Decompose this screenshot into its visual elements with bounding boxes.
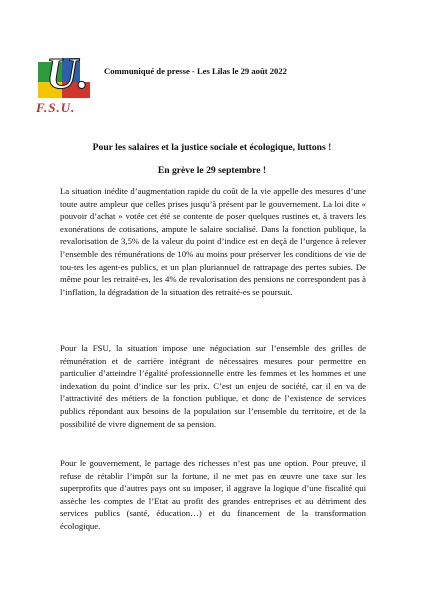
main-title: Pour les salaires et la justice sociale et écologique, luttons ! [92,142,332,153]
fsu-logo [34,49,92,122]
logo-text: F.S.U. [36,100,76,115]
strike-title: En grève le 29 septembre ! [157,165,267,176]
paragraph-3: Pour le gouvernement, le partage des richesses n’est pas une option. Pour preuve, il refuse de rétablir l’impôt sur la fortune, il ne met pas en œuvre une taxe sur les superprofits que d’autres pays ont su imposer, il aggrave la logique d’une fiscalité qui assèche les comptes de l’Etat au profit des grandes entreprises et au détriment des services publics (santé, éducation…) et du financement de la transformation écologique. [60,458,366,531]
press-release-header: Communiqué de presse - Les Lilas le 29 août 2022 [104,66,287,76]
paragraph-2: Pour la FSU, la situation impose une négociation sur l’ensemble des grilles de rémunération et de carrière intégrant de nécessaires mesures pour permettre en particulier d’atteindre l’égalité professionnelle entre les femmes et les hommes et une indexation du point d’indice sur les prix. C’est un enjeu de société, car il en va de l’attractivité des métiers de la fonction publique, et donc de l’existence de services publics répondant aux besoins de la population sur l’ensemble du territoire, et de la possibilité de vivre dignement de sa pension. [60,343,366,429]
logo-letter: U. [46,49,89,98]
paragraph-1: La situation inédite d’augmentation rapide du coût de la vie appelle des mesures d’une toute autre ampleur que celles prises jusqu’à présent par le gouvernement. La loi dite « pouvoir d’achat » votée cet été se contente de poser quelques rustines et, à travers les exonérations de cotisations, ampute le salaire socialisé. Dans la fonction publique, la revalorisation de 3,5% de la valeur du point d’indice est en deçà de l’urgence à relever l’ensemble des rémunérations de 10% au moins pour préserver les conditions de vie de tou-tes les agent-es publics, et un plan pluriannuel de rattrapage des pertes subies. De même pour les retraité-es, les 4% de revalorisation des pensions ne correspondent pas à l’inflation, la dégradation de la situation des retraité-es se poursuit. [60,186,366,297]
